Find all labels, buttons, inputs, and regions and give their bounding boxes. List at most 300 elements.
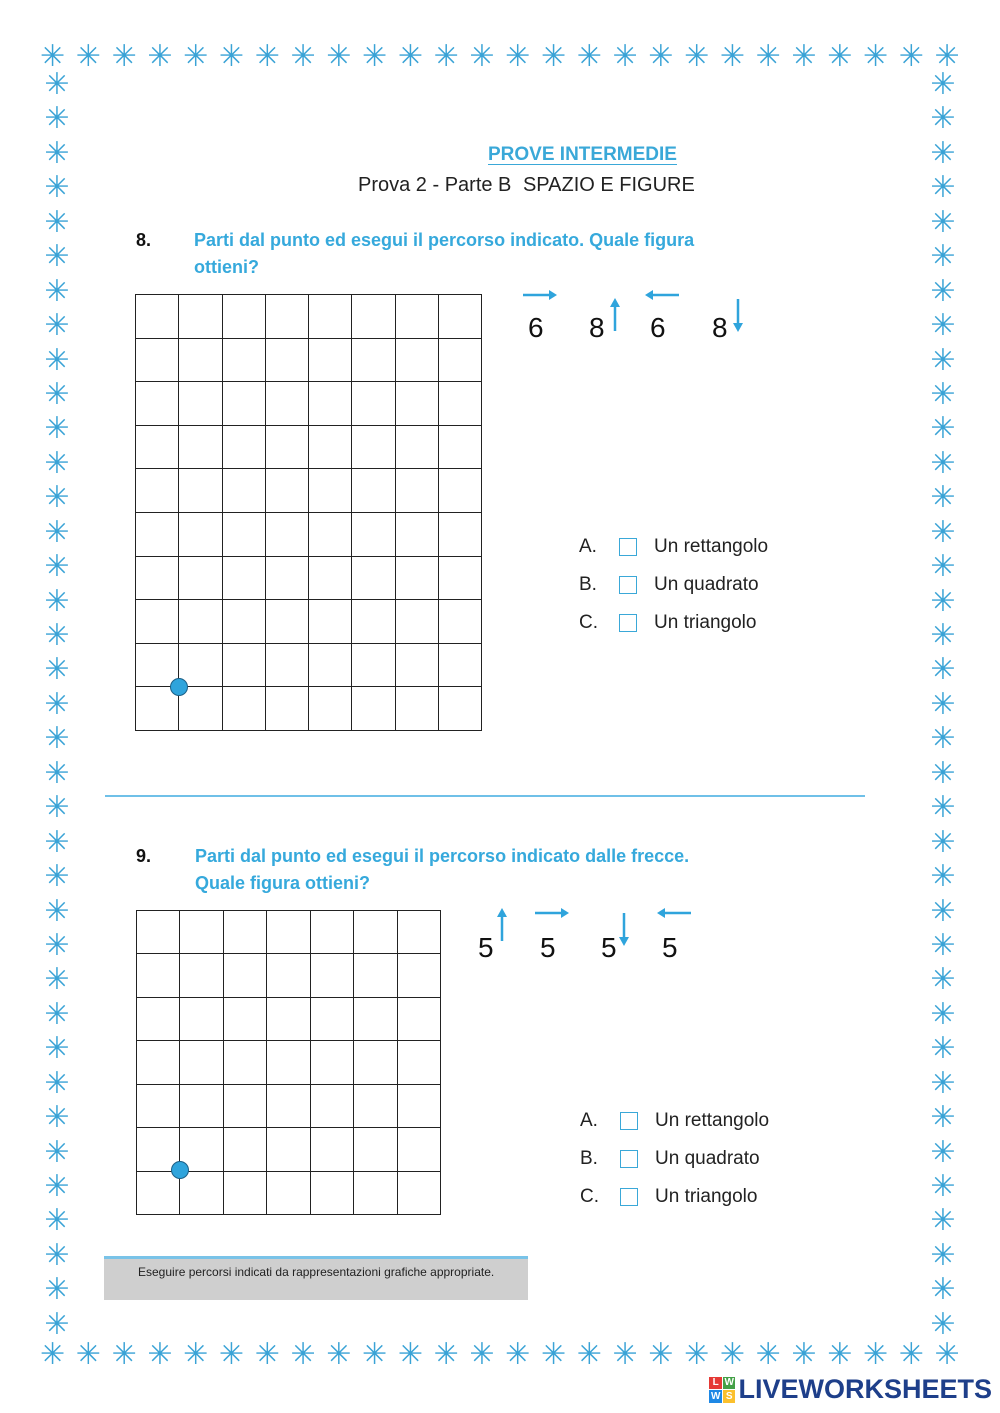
border-star-icon: ✳ (930, 481, 956, 515)
border-star-icon: ✳ (44, 1307, 70, 1341)
q8-option-b-checkbox[interactable] (619, 576, 637, 594)
border-star-icon: ✳ (44, 1101, 70, 1135)
border-star-icon: ✳ (397, 1338, 423, 1371)
grid-cell[interactable] (352, 426, 395, 470)
border-star-icon: ✳ (44, 136, 70, 170)
border-star-icon: ✳ (930, 894, 956, 928)
grid-cell[interactable] (439, 687, 482, 731)
q9-option-c-label: Un triangolo (655, 1186, 758, 1207)
border-star-icon: ✳ (862, 40, 889, 73)
grid-cell[interactable] (223, 513, 266, 557)
grid-cell[interactable] (179, 687, 222, 731)
grid-cell[interactable] (309, 469, 352, 513)
border-star-icon: ✳ (930, 1307, 956, 1341)
border-star-icon: ✳ (930, 309, 956, 343)
q9-start-dot (171, 1161, 189, 1179)
border-star-icon: ✳ (540, 40, 567, 73)
border-star-icon: ✳ (930, 171, 956, 205)
border-star-icon: ✳ (397, 40, 423, 73)
page-title: PROVE INTERMEDIE (488, 144, 677, 165)
q9-option-a-letter: A. (580, 1110, 598, 1131)
border-star-icon: ✳ (576, 40, 602, 73)
border-star-icon: ✳ (648, 1338, 674, 1371)
border-star-icon: ✳ (218, 40, 245, 73)
q9-option-a-label: Un rettangolo (655, 1110, 770, 1131)
border-star-icon: ✳ (44, 791, 70, 825)
border-star-icon: ✳ (505, 1338, 531, 1371)
border-star-icon: ✳ (44, 619, 70, 652)
border-star-icon: ✳ (183, 1338, 209, 1371)
grid-cell[interactable] (354, 1172, 397, 1215)
grid-cell[interactable] (309, 513, 352, 557)
grid-cell[interactable] (396, 687, 439, 731)
grid-cell[interactable] (352, 469, 395, 513)
grid-cell[interactable] (136, 557, 179, 601)
grid-cell[interactable] (223, 339, 266, 383)
q8-option-c[interactable] (579, 612, 756, 634)
arrow-down-icon (618, 912, 630, 946)
grid-cell[interactable] (224, 911, 267, 954)
border-star-icon: ✳ (719, 40, 745, 73)
arrow-down-icon (732, 298, 744, 332)
q9-move-2 (540, 904, 580, 964)
border-star-icon: ✳ (44, 756, 70, 790)
grid-cell[interactable] (354, 954, 397, 997)
q8-option-a[interactable] (579, 536, 768, 558)
border-star-icon: ✳ (930, 446, 956, 480)
grid-cell[interactable] (352, 382, 395, 426)
q8-grid[interactable] (135, 294, 482, 731)
grid-cell[interactable] (398, 998, 441, 1041)
border-star-icon: ✳ (44, 309, 70, 343)
grid-cell[interactable] (396, 469, 439, 513)
grid-cell[interactable] (439, 339, 482, 383)
border-star-icon: ✳ (930, 274, 956, 308)
grid-cell[interactable] (179, 557, 222, 601)
q9-text-line2: Quale figura ottieni? (195, 873, 371, 893)
grid-cell[interactable] (439, 600, 482, 644)
q8-move-4 (712, 284, 752, 344)
grid-cell[interactable] (137, 911, 180, 954)
grid-cell[interactable] (223, 426, 266, 470)
grid-cell[interactable] (267, 1172, 310, 1215)
grid-cell[interactable] (137, 1085, 180, 1128)
section-divider (105, 795, 865, 797)
q9-option-a[interactable] (580, 1110, 769, 1132)
grid-cell[interactable] (352, 644, 395, 688)
border-right (926, 70, 960, 1340)
grid-cell[interactable] (224, 954, 267, 997)
grid-cell[interactable] (309, 426, 352, 470)
q8-option-b-label: Un quadrato (654, 574, 759, 595)
q8-move-1 (528, 284, 568, 344)
border-star-icon: ✳ (898, 1338, 924, 1371)
border-star-icon: ✳ (44, 171, 70, 205)
q8-option-c-label: Un triangolo (654, 612, 757, 633)
border-star-icon: ✳ (930, 205, 956, 239)
border-star-icon: ✳ (612, 40, 638, 73)
border-star-icon: ✳ (44, 240, 70, 274)
border-star-icon: ✳ (326, 1338, 352, 1371)
border-star-icon: ✳ (433, 1338, 459, 1371)
border-star-icon: ✳ (40, 40, 66, 73)
q8-move-3 (650, 284, 690, 344)
border-star-icon: ✳ (111, 40, 137, 73)
grid-cell[interactable] (137, 1172, 180, 1215)
grid-cell[interactable] (266, 600, 309, 644)
border-star-icon: ✳ (791, 40, 817, 73)
border-star-icon: ✳ (254, 40, 280, 73)
grid-cell[interactable] (224, 1172, 267, 1215)
grid-cell[interactable] (439, 295, 482, 339)
grid-cell[interactable] (354, 1128, 397, 1171)
brand-name: LIVEWORKSHEETS (738, 1374, 992, 1404)
grid-cell[interactable] (398, 1085, 441, 1128)
border-star-icon: ✳ (147, 40, 173, 73)
grid-cell[interactable] (309, 382, 352, 426)
q8-text-line2: ottieni? (194, 257, 259, 277)
grid-cell[interactable] (352, 687, 395, 731)
grid-cell[interactable] (180, 1085, 223, 1128)
grid-cell[interactable] (439, 557, 482, 601)
q8-text-line1: Parti dal punto ed esegui il percorso indicato. Quale figura (194, 230, 695, 250)
border-star-icon: ✳ (44, 687, 70, 721)
border-star-icon: ✳ (930, 1101, 956, 1135)
grid-cell[interactable] (137, 1041, 180, 1084)
grid-cell[interactable] (267, 1085, 310, 1128)
border-star-icon: ✳ (930, 825, 956, 859)
subtitle-prefix: Prova 2 - Parte B (358, 174, 512, 196)
grid-cell[interactable] (266, 513, 309, 557)
q8-move-3-value: 6 (650, 312, 666, 343)
grid-cell[interactable] (179, 600, 222, 644)
grid-cell[interactable] (266, 382, 309, 426)
border-star-icon: ✳ (362, 40, 388, 73)
grid-cell[interactable] (266, 295, 309, 339)
grid-cell[interactable] (179, 339, 222, 383)
border-top (40, 40, 960, 74)
grid-cell[interactable] (396, 339, 439, 383)
border-star-icon: ✳ (930, 687, 956, 721)
border-star-icon: ✳ (505, 40, 531, 73)
grid-cell[interactable] (352, 295, 395, 339)
border-star-icon: ✳ (44, 997, 70, 1031)
border-star-icon: ✳ (930, 756, 956, 790)
grid-cell[interactable] (136, 382, 179, 426)
border-star-icon: ✳ (44, 412, 70, 446)
q8-option-b[interactable] (579, 574, 759, 596)
grid-cell[interactable] (398, 911, 441, 954)
border-star-icon: ✳ (44, 550, 70, 584)
border-star-icon: ✳ (755, 1338, 781, 1371)
q8-number: 8. (136, 230, 152, 250)
border-star-icon: ✳ (44, 963, 70, 997)
grid-cell[interactable] (180, 1041, 223, 1084)
grid-cell[interactable] (352, 600, 395, 644)
q9-move-3-value: 5 (601, 932, 617, 963)
border-star-icon: ✳ (40, 1338, 66, 1371)
grid-cell[interactable] (396, 600, 439, 644)
q9-option-b-checkbox[interactable] (620, 1150, 638, 1168)
q8-option-c-letter: C. (579, 612, 598, 633)
border-star-icon: ✳ (44, 102, 70, 136)
grid-cell[interactable] (311, 1085, 354, 1128)
q9-move-1 (478, 904, 518, 964)
grid-cell[interactable] (267, 954, 310, 997)
grid-cell[interactable] (311, 911, 354, 954)
border-star-icon: ✳ (44, 653, 70, 687)
border-star-icon: ✳ (934, 1338, 960, 1371)
grid-cell[interactable] (267, 911, 310, 954)
q8-option-a-letter: A. (579, 536, 597, 557)
grid-cell[interactable] (354, 1041, 397, 1084)
grid-cell[interactable] (439, 382, 482, 426)
border-star-icon: ✳ (719, 1338, 745, 1371)
border-star-icon: ✳ (290, 1338, 316, 1371)
grid-cell[interactable] (267, 1128, 310, 1171)
grid-cell[interactable] (223, 557, 266, 601)
grid-cell[interactable] (136, 426, 179, 470)
border-star-icon: ✳ (44, 1135, 70, 1169)
border-star-icon: ✳ (827, 40, 853, 73)
border-star-icon: ✳ (791, 1338, 817, 1371)
logo-tile-4: S (723, 1390, 736, 1403)
grid-cell[interactable] (137, 998, 180, 1041)
grid-cell[interactable] (354, 998, 397, 1041)
grid-cell[interactable] (439, 513, 482, 557)
grid-cell[interactable] (179, 469, 222, 513)
border-star-icon: ✳ (44, 584, 70, 618)
grid-cell[interactable] (179, 426, 222, 470)
border-star-icon: ✳ (684, 1338, 710, 1371)
grid-cell[interactable] (136, 513, 179, 557)
border-star-icon: ✳ (898, 40, 924, 73)
grid-cell[interactable] (136, 600, 179, 644)
border-star-icon: ✳ (930, 584, 956, 618)
arrow-right-icon (534, 906, 570, 920)
learning-objective-bar (104, 1256, 528, 1300)
q9-option-c-letter: C. (580, 1186, 599, 1207)
grid-cell[interactable] (396, 382, 439, 426)
grid-cell[interactable] (266, 426, 309, 470)
grid-cell[interactable] (136, 339, 179, 383)
border-star-icon: ✳ (930, 550, 956, 584)
border-star-icon: ✳ (111, 1338, 137, 1371)
border-star-icon: ✳ (183, 40, 209, 73)
border-star-icon: ✳ (44, 343, 70, 377)
border-star-icon: ✳ (326, 40, 352, 73)
border-star-icon: ✳ (44, 860, 70, 894)
border-star-icon: ✳ (827, 1338, 853, 1371)
border-star-icon: ✳ (930, 722, 956, 756)
grid-cell[interactable] (180, 954, 223, 997)
grid-cell[interactable] (266, 469, 309, 513)
grid-cell[interactable] (224, 998, 267, 1041)
q8-start-dot (170, 678, 188, 696)
grid-cell[interactable] (266, 339, 309, 383)
grid-cell[interactable] (398, 954, 441, 997)
grid-cell[interactable] (311, 1041, 354, 1084)
grid-cell[interactable] (396, 557, 439, 601)
grid-cell[interactable] (354, 911, 397, 954)
border-star-icon: ✳ (930, 1135, 956, 1169)
q8-move-4-value: 8 (712, 312, 728, 343)
border-star-icon: ✳ (75, 1338, 101, 1371)
learning-objective-text: Eseguire percorsi indicati da rappresentazioni grafiche appropriate. (138, 1265, 495, 1279)
grid-cell[interactable] (396, 295, 439, 339)
border-star-icon: ✳ (930, 1204, 956, 1238)
grid-cell[interactable] (354, 1085, 397, 1128)
grid-cell[interactable] (137, 954, 180, 997)
q8-option-c-checkbox[interactable] (619, 614, 637, 632)
border-star-icon: ✳ (44, 894, 70, 928)
border-star-icon: ✳ (930, 1066, 956, 1100)
grid-cell[interactable] (309, 600, 352, 644)
grid-cell[interactable] (267, 1041, 310, 1084)
q8-move-1-value: 6 (528, 312, 544, 343)
arrow-up-icon (609, 298, 621, 332)
border-left (40, 70, 74, 1340)
q9-number: 9. (136, 846, 152, 866)
q9-option-c-checkbox[interactable] (620, 1188, 638, 1206)
grid-cell[interactable] (398, 1172, 441, 1215)
grid-cell[interactable] (311, 954, 354, 997)
logo-tile-3: W (710, 1390, 721, 1402)
logo-tile-1: L (709, 1377, 722, 1390)
grid-cell[interactable] (224, 1128, 267, 1171)
border-star-icon: ✳ (930, 68, 956, 101)
grid-cell[interactable] (311, 1128, 354, 1171)
grid-cell[interactable] (396, 426, 439, 470)
q9-option-a-checkbox[interactable] (620, 1112, 638, 1130)
border-star-icon: ✳ (684, 40, 710, 73)
border-star-icon: ✳ (44, 1204, 70, 1238)
border-star-icon: ✳ (862, 1338, 889, 1371)
logo-tile-2: W (724, 1377, 734, 1389)
border-star-icon: ✳ (433, 40, 459, 73)
grid-cell[interactable] (309, 644, 352, 688)
grid-cell[interactable] (309, 687, 352, 731)
grid-cell[interactable] (179, 295, 222, 339)
border-star-icon: ✳ (930, 791, 956, 825)
grid-cell[interactable] (352, 339, 395, 383)
q8-option-b-letter: B. (579, 574, 597, 595)
border-star-icon: ✳ (218, 1338, 245, 1371)
grid-cell[interactable] (396, 513, 439, 557)
liveworksheets-logo-icon (709, 1377, 735, 1403)
border-star-icon: ✳ (540, 1338, 567, 1371)
grid-cell[interactable] (352, 557, 395, 601)
border-star-icon: ✳ (930, 377, 956, 411)
border-star-icon: ✳ (930, 515, 956, 549)
grid-cell[interactable] (266, 687, 309, 731)
border-star-icon: ✳ (930, 653, 956, 687)
border-star-icon: ✳ (44, 515, 70, 549)
border-star-icon: ✳ (44, 274, 70, 308)
arrow-left-icon (656, 906, 692, 920)
grid-cell[interactable] (180, 1172, 223, 1215)
border-star-icon: ✳ (930, 412, 956, 446)
border-star-icon: ✳ (930, 102, 956, 136)
border-star-icon: ✳ (469, 40, 495, 73)
q8-option-a-label: Un rettangolo (654, 536, 769, 557)
grid-cell[interactable] (223, 687, 266, 731)
grid-cell[interactable] (224, 1085, 267, 1128)
border-star-icon: ✳ (648, 40, 674, 73)
grid-cell[interactable] (311, 998, 354, 1041)
q9-text (195, 843, 689, 897)
grid-cell[interactable] (180, 998, 223, 1041)
grid-cell[interactable] (223, 295, 266, 339)
q9-move-1-value: 5 (478, 932, 494, 963)
q9-option-c[interactable] (580, 1186, 757, 1208)
grid-cell[interactable] (136, 295, 179, 339)
grid-cell[interactable] (398, 1041, 441, 1084)
liveworksheets-brand[interactable] (709, 1374, 992, 1405)
grid-cell[interactable] (224, 1041, 267, 1084)
grid-cell[interactable] (352, 513, 395, 557)
arrow-right-icon (522, 288, 558, 302)
grid-cell[interactable] (311, 1172, 354, 1215)
border-star-icon: ✳ (44, 1170, 70, 1203)
grid-cell[interactable] (179, 513, 222, 557)
grid-cell[interactable] (398, 1128, 441, 1171)
grid-cell[interactable] (266, 644, 309, 688)
q9-move-4 (662, 904, 702, 964)
subtitle-topic: SPAZIO E FIGURE (522, 174, 695, 196)
grid-cell[interactable] (439, 426, 482, 470)
border-star-icon: ✳ (930, 997, 956, 1031)
border-star-icon: ✳ (362, 1338, 388, 1371)
q8-text (194, 227, 694, 281)
grid-cell[interactable] (223, 600, 266, 644)
grid-cell[interactable] (396, 644, 439, 688)
border-star-icon: ✳ (930, 1170, 956, 1203)
q8-option-a-checkbox[interactable] (619, 538, 637, 556)
border-star-icon: ✳ (44, 205, 70, 239)
border-star-icon: ✳ (44, 377, 70, 411)
grid-cell[interactable] (223, 644, 266, 688)
q9-text-line1: Parti dal punto ed esegui il percorso indicato dalle frecce. (195, 846, 690, 866)
grid-cell[interactable] (223, 469, 266, 513)
border-star-icon: ✳ (930, 240, 956, 274)
grid-cell[interactable] (223, 382, 266, 426)
border-star-icon: ✳ (44, 722, 70, 756)
q9-option-b[interactable] (580, 1148, 760, 1170)
grid-cell[interactable] (136, 469, 179, 513)
q9-move-2-value: 5 (540, 932, 556, 963)
grid-cell[interactable] (266, 557, 309, 601)
grid-cell[interactable] (439, 644, 482, 688)
grid-cell[interactable] (439, 469, 482, 513)
grid-cell[interactable] (309, 339, 352, 383)
grid-cell[interactable] (179, 382, 222, 426)
grid-cell[interactable] (267, 998, 310, 1041)
grid-cell[interactable] (180, 911, 223, 954)
border-star-icon: ✳ (934, 40, 960, 73)
border-star-icon: ✳ (290, 40, 316, 73)
border-star-icon: ✳ (254, 1338, 280, 1371)
grid-cell[interactable] (309, 295, 352, 339)
border-star-icon: ✳ (75, 40, 101, 73)
q8-move-2 (589, 284, 629, 344)
q9-option-b-label: Un quadrato (655, 1148, 760, 1169)
grid-cell[interactable] (309, 557, 352, 601)
border-star-icon: ✳ (44, 1066, 70, 1100)
q8-move-2-value: 8 (589, 312, 605, 343)
border-star-icon: ✳ (44, 1032, 70, 1066)
border-star-icon: ✳ (930, 963, 956, 997)
